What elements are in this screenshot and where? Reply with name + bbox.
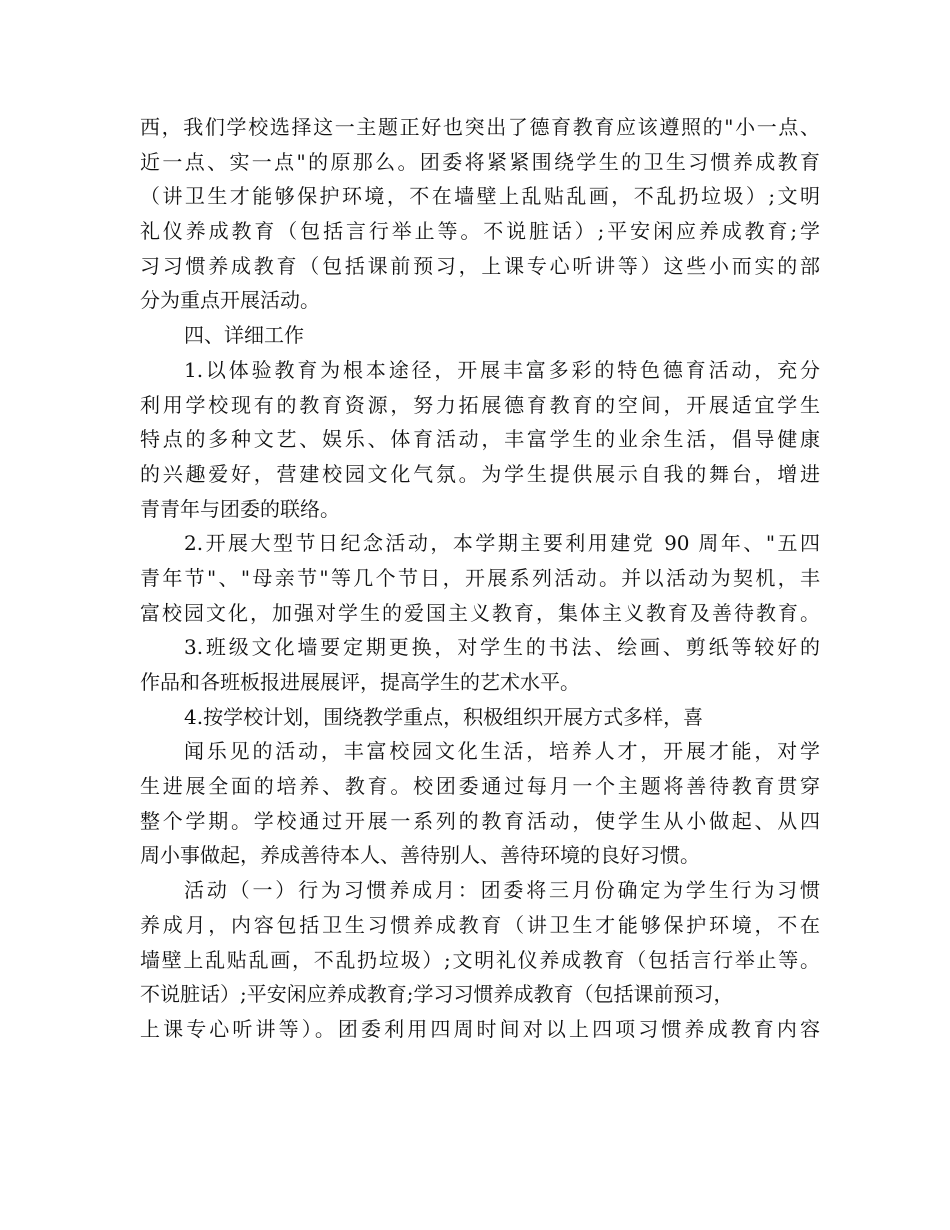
text-line: 习习惯养成教育（包括课前预习，上课专心听讲等）这些小而实的部 bbox=[140, 253, 820, 278]
text-line: 近一点、实一点"的原那么。团委将紧紧围绕学生的卫生习惯养成教育 bbox=[140, 149, 820, 174]
text-line: 作品和各班板报进展展评，提高学生的艺术水平。 bbox=[140, 670, 580, 694]
text-line: 墙壁上乱贴乱画，不乱扔垃圾）;文明礼仪养成教育（包括言行举止等。 bbox=[140, 947, 820, 972]
text-line: 周小事做起，养成善待本人、善待别人、善待环境的良好习惯。 bbox=[140, 843, 700, 868]
section-heading: 四、详细工作 bbox=[184, 323, 304, 348]
text-line: 上课专心听讲等）。团委利用四周时间对以上四项习惯养成教育内容 bbox=[140, 1016, 820, 1041]
text-line: 闻乐见的活动，丰富校园文化生活，培养人才，开展才能，对学 bbox=[184, 739, 820, 764]
text-line: 特点的多种文艺、娱乐、体育活动，丰富学生的业余生活，倡导健康 bbox=[140, 427, 820, 452]
text-line: 礼仪养成教育（包括言行举止等。不说脏话）;平安闲应养成教育;学 bbox=[140, 219, 820, 244]
text-line: 分为重点开展活动。 bbox=[140, 288, 320, 313]
text-line: 养成月，内容包括卫生习惯养成教育（讲卫生才能够保护环境，不在 bbox=[140, 912, 820, 937]
text-line: 青年节"、"母亲节"等几个节日，开展系列活动。并以活动为契机，丰 bbox=[140, 565, 820, 590]
text-line: 青青年与团委的联络。 bbox=[140, 496, 340, 521]
text-line: 3.班级文化墙要定期更换，对学生的书法、绘画、剪纸等较好的 bbox=[184, 635, 820, 660]
text-line: 整个学期。学校通过开展一系列的教育活动，使学生从小做起、从四 bbox=[140, 808, 820, 833]
text-line: 4.按学校计划，围绕教学重点，积极组织开展方式多样，喜 bbox=[184, 704, 704, 729]
text-line: 利用学校现有的教育资源，努力拓展德育教育的空间，开展适宜学生 bbox=[140, 392, 820, 417]
text-line: 西，我们学校选择这一主题正好也突出了德育教育应该遵照的"小一点、 bbox=[140, 115, 820, 139]
text-line: 不说脏话）;平安闲应养成教育;学习习惯养成教育（包括课前预习， bbox=[140, 982, 734, 1007]
text-line: 1.以体验教育为根本途径，开展丰富多彩的特色德育活动，充分 bbox=[184, 357, 820, 382]
text-line: 2.开展大型节日纪念活动，本学期主要利用建党 90 周年、"五四 bbox=[184, 531, 820, 556]
text-line: 的兴趣爱好，营建校园文化气氛。为学生提供展示自我的舞台，增进 bbox=[140, 461, 820, 486]
text-line: 生进展全面的培养、教育。校团委通过每月一个主题将善待教育贯穿 bbox=[140, 774, 820, 799]
document-body bbox=[140, 110, 820, 1047]
text-line: 富校园文化，加强对学生的爱国主义教育，集体主义教育及善待教育。 bbox=[140, 600, 820, 625]
text-line: （讲卫生才能够保护环境，不在墙壁上乱贴乱画，不乱扔垃圾）;文明 bbox=[140, 184, 820, 209]
text-line: 活动（一）行为习惯养成月：团委将三月份确定为学生行为习惯 bbox=[184, 878, 820, 903]
